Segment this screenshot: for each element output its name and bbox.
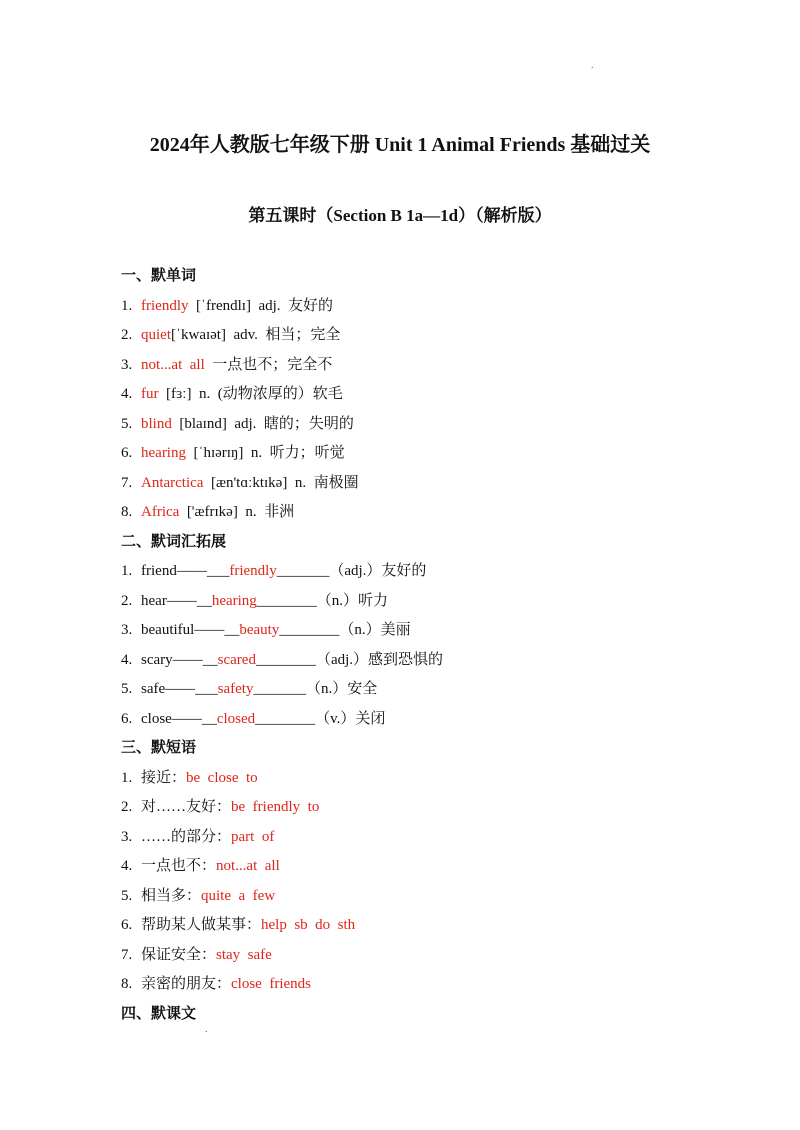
word-meaning: _______（adj.）友好的 [276, 563, 427, 579]
answer-word: Africa [141, 504, 180, 520]
item-number: 1. [121, 769, 133, 786]
word-extension-item [121, 557, 741, 587]
item-number: 4. [121, 651, 133, 668]
document-subtitle: 第五课时（Section B 1a—1d）（解析版） [248, 206, 552, 225]
word-extension-item [121, 646, 741, 676]
word-list-item [121, 498, 741, 528]
phrase-item [121, 793, 741, 823]
answer-phrase: be friendly to [231, 799, 320, 815]
document-title: 2024年人教版七年级下册 Unit 1 Animal Friends 基础过关 [149, 134, 651, 156]
phrase-meaning: 帮助某人做某事： [141, 917, 262, 933]
answer-word: friendly [229, 563, 277, 579]
phrase-item [121, 970, 741, 1000]
item-number: 5. [121, 887, 133, 904]
answer-phrase: stay safe [216, 946, 272, 963]
answer-word: closed [216, 710, 256, 727]
item-number: 4. [121, 386, 133, 402]
item-number: 6. [121, 710, 133, 727]
word-list-item [121, 439, 741, 469]
base-word: safe——___ [141, 681, 218, 697]
base-word: hear——__ [141, 592, 212, 609]
phrase-item [121, 852, 741, 882]
word-definition: [ˈkwaɪət] adv. 相当；完全 [171, 327, 341, 343]
answer-word: beauty [239, 622, 280, 638]
word-list-item [121, 321, 741, 351]
item-number: 3. [121, 356, 133, 373]
item-number: 8. [121, 504, 133, 520]
phrase-meaning: 亲密的朋友： [141, 976, 232, 992]
item-number: 1. [121, 563, 133, 579]
word-definition: [ˈfrendlɪ] adj. 友好的 [188, 297, 334, 314]
word-definition: [æn'tɑːktɪkə] n. 南极圈 [203, 474, 359, 491]
word-meaning: ________（n.）美丽 [279, 622, 411, 638]
phrase-meaning: 相当多： [141, 887, 202, 904]
phrase-meaning: ……的部分： [141, 828, 232, 845]
word-definition: ['æfrɪkə] n. 非洲 [179, 504, 295, 520]
section-heading-words: 一、默单词 [121, 268, 197, 284]
word-extension-item [121, 675, 741, 705]
item-number: 7. [121, 946, 133, 963]
item-number: 1. [121, 297, 133, 314]
answer-word: Antarctica [141, 474, 204, 491]
word-extension-item [121, 587, 741, 617]
answer-word: fur [141, 386, 159, 402]
answer-phrase: be close to [186, 769, 258, 786]
word-extension-list [121, 557, 741, 734]
word-list-item [121, 410, 741, 440]
item-number: 8. [121, 976, 133, 992]
answer-word: quiet [141, 327, 171, 343]
item-number: 3. [121, 828, 133, 845]
base-word: scary——__ [141, 651, 218, 668]
phrase-item [121, 764, 741, 794]
answer-phrase: part of [231, 828, 275, 845]
page-mark-top: . [591, 60, 594, 71]
word-list-item [121, 292, 741, 322]
phrase-list [121, 764, 741, 1000]
answer-phrase: close friends [231, 976, 311, 992]
word-meaning: ________（n.）听力 [256, 592, 389, 609]
answer-word: safety [217, 681, 254, 697]
base-word: beautiful——__ [141, 622, 240, 638]
item-number: 2. [121, 592, 133, 609]
word-list-item [121, 380, 741, 410]
word-list [121, 292, 741, 528]
item-number: 2. [121, 327, 133, 343]
item-number: 2. [121, 799, 133, 815]
phrase-item [121, 882, 741, 912]
page-mark-bottom: . [205, 1024, 208, 1035]
phrase-item [121, 823, 741, 853]
section-heading-phrases: 三、默短语 [121, 740, 197, 756]
answer-word: hearing [211, 592, 257, 609]
word-extension-item [121, 705, 741, 735]
word-list-item [121, 351, 741, 381]
base-word: close——__ [141, 710, 217, 727]
answer-word: blind [141, 415, 172, 432]
word-meaning: ________（adj.）感到恐惧的 [255, 651, 444, 668]
word-meaning: ________（v.）关闭 [255, 710, 386, 727]
answer-word: scared [217, 651, 256, 668]
word-extension-item [121, 616, 741, 646]
answer-word: friendly [141, 297, 189, 314]
word-meaning: _______（n.）安全 [253, 681, 378, 697]
word-definition: [ˈhɪərɪŋ] n. 听力；听觉 [185, 445, 345, 461]
section-heading-word-extension: 二、默词汇拓展 [121, 533, 227, 550]
item-number: 5. [121, 415, 133, 432]
phrase-item [121, 911, 741, 941]
item-number: 6. [121, 917, 133, 933]
item-number: 4. [121, 858, 133, 874]
phrase-meaning: 一点也不： [141, 858, 217, 874]
phrase-item [121, 941, 741, 971]
item-number: 5. [121, 681, 133, 697]
answer-word: hearing [141, 445, 186, 461]
base-word: friend——___ [141, 563, 230, 579]
section-heading-text: 四、默课文 [121, 1005, 197, 1022]
item-number: 7. [121, 474, 133, 491]
word-list-item [121, 469, 741, 499]
word-definition: 一点也不；完全不 [204, 356, 333, 373]
word-definition: [fɜː] n. (动物浓厚的）软毛 [158, 386, 343, 402]
worksheet-content [121, 262, 741, 1029]
item-number: 3. [121, 622, 133, 638]
answer-phrase: help sb do sth [261, 917, 356, 933]
phrase-meaning: 接近： [141, 769, 187, 786]
answer-phrase: not...at all [216, 858, 280, 874]
phrase-meaning: 保证安全： [141, 946, 217, 963]
phrase-meaning: 对……友好： [141, 799, 232, 815]
item-number: 6. [121, 445, 133, 461]
word-definition: [blaɪnd] adj. 瞎的；失明的 [171, 415, 354, 432]
answer-phrase: quite a few [201, 887, 276, 904]
answer-word: not...at all [141, 356, 205, 373]
